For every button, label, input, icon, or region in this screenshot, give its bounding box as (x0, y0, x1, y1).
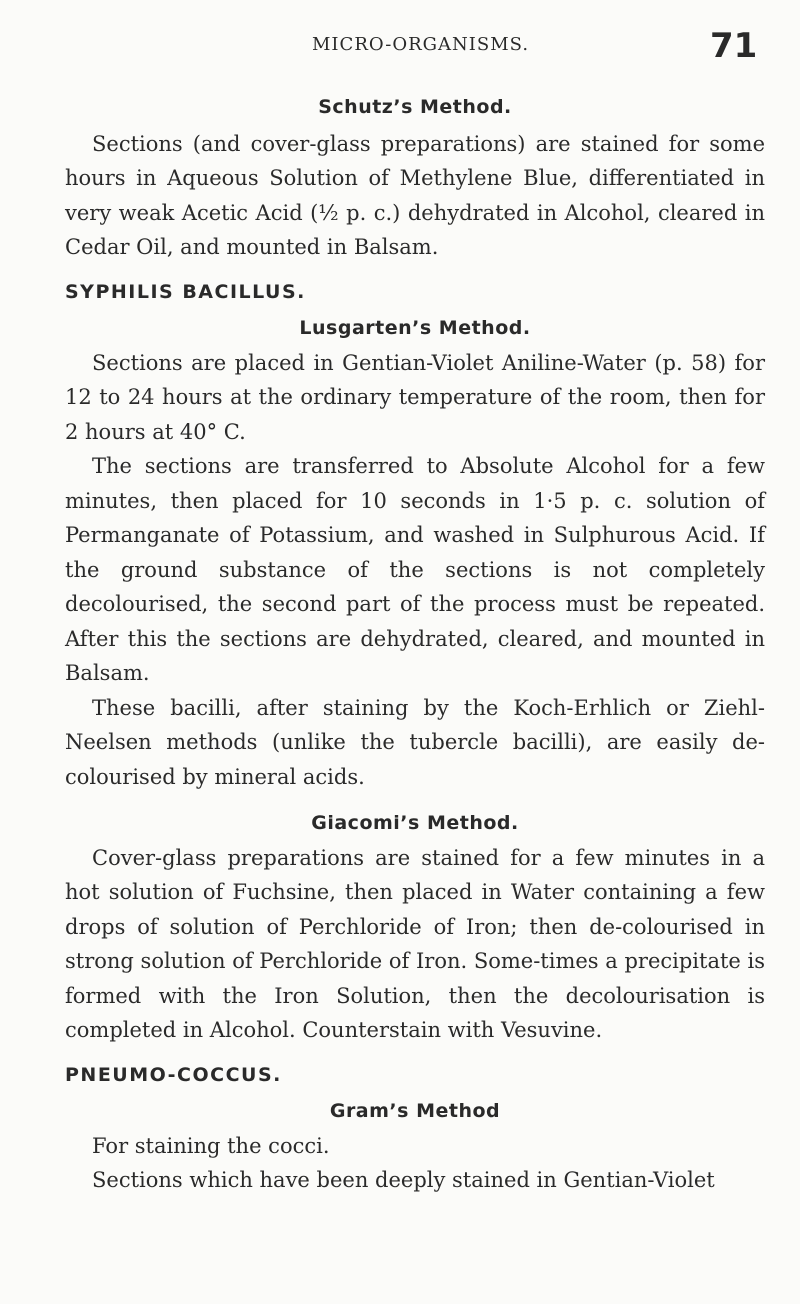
page-body (65, 90, 765, 1198)
section-heading-giacomi: Giacomi’s Method. (311, 812, 519, 834)
section-heading-lusgarten: Lusgarten’s Method. (299, 317, 531, 339)
paragraph: Cover-glass preparations are stained for a few minutes in a hot solution of Fuchsine, then placed in Water containing a few drops of solution of Perchloride of Iron; then de-colourised in strong solution of Perchloride of Iron. Some-times a precipitate is formed with the Iron Solution, then the decolourisation is completed in Alcohol. Counterstain with Vesuvine. (65, 845, 765, 1042)
page-number: 71 (710, 26, 758, 66)
running-head: MICRO-ORGANISMS. (312, 34, 530, 55)
paragraph: Sections which have been deeply stained in Gentian-Violet (92, 1168, 715, 1192)
paragraph: For staining the cocci. (92, 1133, 330, 1158)
section-title-syphilis: SYPHILIS BACILLUS. (65, 280, 306, 303)
section-title-pneumococcus: PNEUMO-COCCUS. (65, 1063, 282, 1086)
section-heading-schutz: Schutz’s Method. (318, 96, 512, 118)
section-heading-gram: Gram’s Method (329, 1100, 501, 1122)
paragraph: The sections are transferred to Absolute Alcohol for a few minutes, then placed for 10 seconds in 1·5 p. c. solution of Permanganate of Potassium, and washed in Sulphurous Acid. If the ground substance of the sections is not completely decolourised, the second part of the process must be repeated. After this the sections are dehydrated, cleared, and mounted in Balsam. (65, 454, 765, 685)
paragraph: These bacilli, after staining by the Koch-Erhlich or Ziehl-Neelsen methods (unlike the tubercle bacilli), are easily de-colourised by mineral acids. (65, 695, 765, 789)
paragraph: Sections are placed in Gentian-Violet Aniline-Water (p. 58) for 12 to 24 hours at the ordinary temperature of the room, then for 2 hours at 40° C. (65, 350, 765, 444)
paragraph: Sections (and cover-glass preparations) are stained for some hours in Aqueous Solution of Methylene Blue, differentiated in very weak Acetic Acid (½ p. c.) dehydrated in Alcohol, cleared in Cedar Oil, and mounted in Balsam. (65, 131, 765, 259)
page-header (0, 28, 800, 68)
